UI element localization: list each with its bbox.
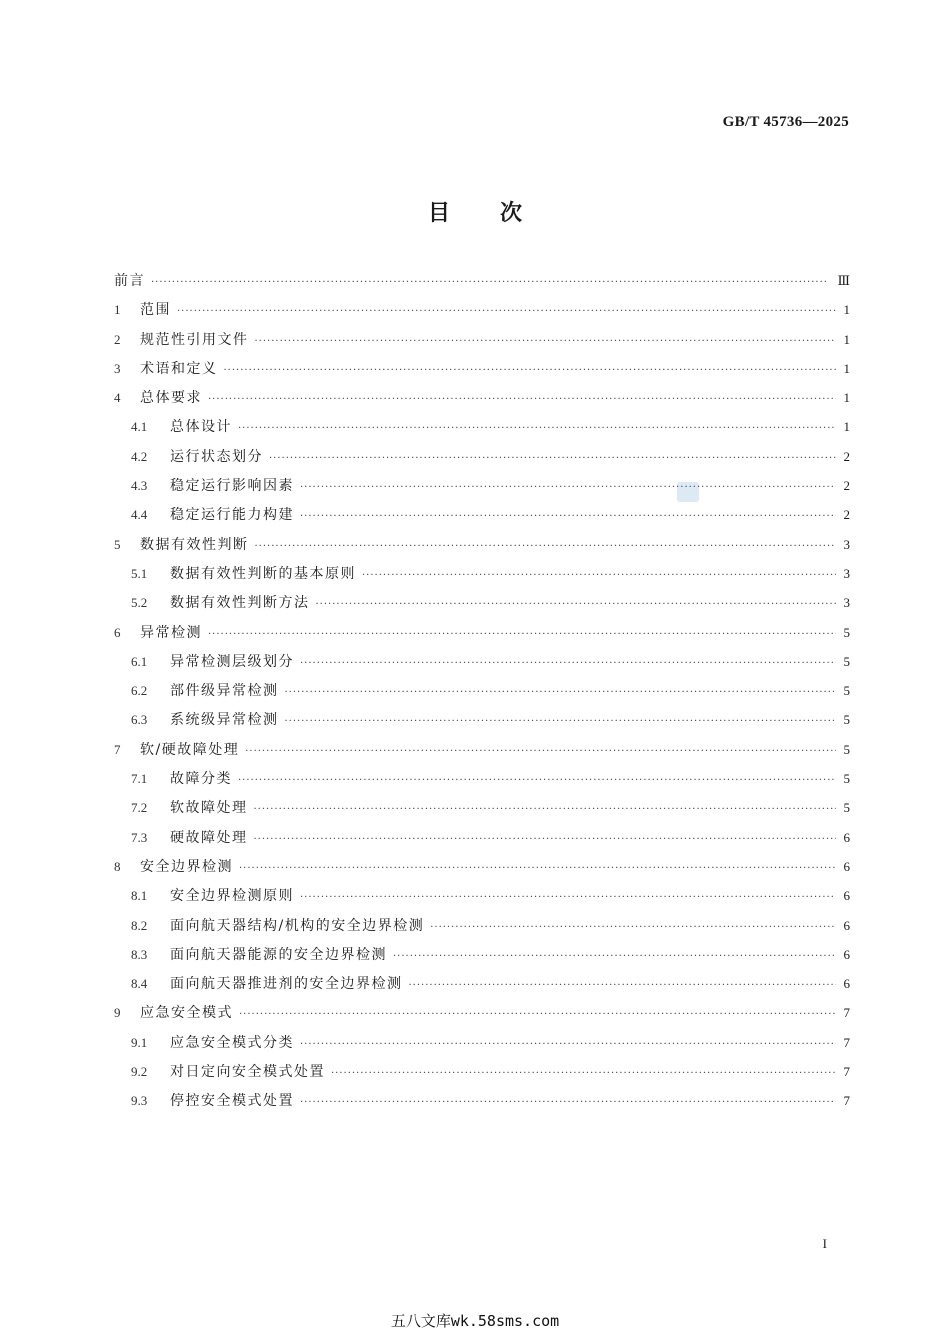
- toc-entry-label: 故障分类: [170, 771, 232, 788]
- toc-entry-number: 8.2: [131, 917, 148, 933]
- toc-entry-page: 1: [843, 419, 850, 435]
- toc-entry-page: 6: [843, 858, 850, 874]
- toc-entry[interactable]: [114, 1032, 850, 1061]
- toc-entry-number: 6.3: [131, 712, 148, 728]
- toc-entry[interactable]: [114, 299, 850, 328]
- toc-entry-page: 6: [843, 946, 850, 962]
- toc-leader-dots: [254, 834, 837, 845]
- toc-leader-dots: [362, 570, 836, 581]
- toc-entry-number: 8.4: [131, 976, 148, 992]
- toc-entry[interactable]: [114, 329, 850, 358]
- toc-entry[interactable]: [114, 1090, 850, 1119]
- toc-leader-dots: [269, 453, 836, 464]
- toc-entry-label: 范围: [140, 302, 171, 319]
- toc-leader-dots: [300, 658, 836, 669]
- toc-entry-page: 6: [843, 888, 850, 904]
- toc-entry-label: 安全边界检测: [140, 858, 233, 875]
- toc-entry-label: 应急安全模式分类: [170, 1034, 294, 1051]
- toc-entry-number: 9.2: [131, 1064, 148, 1080]
- toc-entry-label: 术语和定义: [140, 360, 218, 377]
- toc-entry[interactable]: [114, 270, 850, 299]
- toc-entry-number: 3: [114, 360, 121, 376]
- toc-entry-label: 硬故障处理: [170, 829, 248, 846]
- toc-entry-label: 安全边界检测原则: [170, 888, 294, 905]
- toc-entry-page: 5: [843, 653, 850, 669]
- toc-leader-dots: [331, 1068, 836, 1079]
- toc-entry-label: 异常检测层级划分: [170, 653, 294, 670]
- toc-entry[interactable]: [114, 651, 850, 680]
- toc-entry[interactable]: [114, 709, 850, 738]
- toc-entry-number: 8.3: [131, 946, 148, 962]
- toc-leader-dots: [255, 541, 837, 552]
- toc-leader-dots: [316, 599, 837, 610]
- toc-entry[interactable]: [114, 973, 850, 1002]
- toc-leader-dots: [300, 892, 836, 903]
- toc-entry-page: 5: [843, 800, 850, 816]
- toc-entry-label: 稳定运行能力构建: [170, 507, 294, 524]
- toc-entry-page: 3: [843, 565, 850, 581]
- toc-entry-number: 6.2: [131, 683, 148, 699]
- toc-leader-dots: [177, 306, 836, 317]
- toc-entry-number: 9.1: [131, 1034, 148, 1050]
- toc-leader-dots: [238, 423, 836, 434]
- toc-entry-label: 面向航天器结构/机构的安全边界检测: [170, 917, 425, 934]
- toc-entry[interactable]: [114, 563, 850, 592]
- toc-entry-label: 系统级异常检测: [170, 712, 279, 729]
- toc-entry[interactable]: [114, 592, 850, 621]
- toc-entry[interactable]: [114, 944, 850, 973]
- toc-entry-page: 7: [843, 1093, 850, 1109]
- toc-entry-number: 6.1: [131, 653, 148, 669]
- toc-entry-number: 7.1: [131, 771, 148, 787]
- toc-entry-number: 6: [114, 624, 121, 640]
- toc-entry-page: 6: [843, 829, 850, 845]
- toc-entry[interactable]: [114, 680, 850, 709]
- toc-entry-number: 5: [114, 536, 121, 552]
- toc-leader-dots: [224, 365, 837, 376]
- toc-leader-dots: [255, 336, 837, 347]
- toc-leader-dots: [208, 629, 836, 640]
- toc-leader-dots: [409, 980, 837, 991]
- toc-entry-label: 前言: [114, 273, 145, 289]
- toc-entry-number: 4.1: [131, 419, 148, 435]
- toc-entry-number: 8: [114, 858, 121, 874]
- toc-entry[interactable]: [114, 358, 850, 387]
- toc-entry-page: 7: [843, 1064, 850, 1080]
- toc-entry-number: 7.2: [131, 800, 148, 816]
- toc-leader-dots: [285, 687, 837, 698]
- toc-leader-dots: [151, 277, 833, 288]
- toc-entry-number: 4.3: [131, 478, 148, 494]
- toc-entry[interactable]: [114, 416, 850, 445]
- page-folio: I: [822, 1236, 827, 1251]
- toc-entry[interactable]: [114, 387, 850, 416]
- toc-leader-dots: [300, 1039, 836, 1050]
- toc-entry[interactable]: [114, 534, 850, 563]
- toc-entry-label: 应急安全模式: [140, 1005, 233, 1022]
- toc-entry[interactable]: [114, 768, 850, 797]
- toc-entry-label: 软/硬故障处理: [140, 741, 240, 758]
- toc-entry-number: 9.3: [131, 1093, 148, 1109]
- toc-entry-page: 2: [843, 448, 850, 464]
- toc-leader-dots: [239, 863, 836, 874]
- toc-entry[interactable]: [114, 1002, 850, 1031]
- toc-leader-dots: [254, 804, 837, 815]
- toc-entry-number: 7.3: [131, 829, 148, 845]
- toc-entry[interactable]: [114, 1061, 850, 1090]
- standard-code: GB/T 45736—2025: [722, 114, 849, 130]
- toc-entry[interactable]: [114, 827, 850, 856]
- toc-entry-number: 4: [114, 390, 121, 406]
- toc-entry-number: 4.2: [131, 448, 148, 464]
- toc-entry-page: Ⅲ: [837, 273, 850, 288]
- toc-leader-dots: [300, 511, 836, 522]
- toc-leader-dots: [239, 1009, 836, 1020]
- toc-entry-number: 8.1: [131, 888, 148, 904]
- toc-entry-label: 对日定向安全模式处置: [170, 1064, 325, 1081]
- table-of-contents: [114, 270, 850, 1120]
- toc-entry-page: 5: [843, 712, 850, 728]
- toc-entry-number: 2: [114, 331, 121, 347]
- toc-entry-label: 数据有效性判断方法: [170, 595, 310, 612]
- toc-entry[interactable]: [114, 739, 850, 768]
- toc-leader-dots: [393, 951, 836, 962]
- toc-entry-page: 6: [843, 976, 850, 992]
- site-watermark: 五八文库wk.58sms.com: [390, 1312, 560, 1330]
- toc-entry-label: 总体设计: [170, 419, 232, 436]
- toc-entry-number: 4.4: [131, 507, 148, 523]
- toc-entry-number: 5.2: [131, 595, 148, 611]
- toc-entry-page: 5: [843, 624, 850, 640]
- toc-leader-dots: [430, 922, 836, 933]
- toc-entry-page: 2: [843, 478, 850, 494]
- toc-entry-page: 1: [843, 331, 850, 347]
- toc-entry-number: 5.1: [131, 565, 148, 581]
- toc-leader-dots: [300, 482, 836, 493]
- toc-entry-number: 9: [114, 1005, 121, 1021]
- page-title: 目次: [427, 201, 572, 226]
- toc-entry[interactable]: [114, 856, 850, 885]
- toc-leader-dots: [245, 746, 836, 757]
- toc-entry-page: 3: [843, 536, 850, 552]
- toc-entry-label: 面向航天器能源的安全边界检测: [170, 946, 387, 963]
- toc-entry-number: 7: [114, 741, 121, 757]
- toc-entry-page: 3: [843, 595, 850, 611]
- toc-leader-dots: [285, 716, 837, 727]
- toc-entry-label: 规范性引用文件: [140, 331, 249, 348]
- toc-entry-label: 总体要求: [140, 390, 202, 407]
- toc-entry[interactable]: [114, 622, 850, 651]
- toc-entry[interactable]: [114, 475, 850, 504]
- toc-entry[interactable]: [114, 915, 850, 944]
- toc-entry[interactable]: [114, 797, 850, 826]
- toc-leader-dots: [300, 1097, 836, 1108]
- toc-entry-page: 1: [843, 302, 850, 318]
- toc-entry-label: 数据有效性判断: [140, 536, 249, 553]
- toc-entry[interactable]: [114, 446, 850, 475]
- toc-entry-number: 1: [114, 302, 121, 318]
- toc-entry-label: 稳定运行影响因素: [170, 478, 294, 495]
- toc-entry-page: 2: [843, 507, 850, 523]
- toc-entry[interactable]: [114, 885, 850, 914]
- toc-leader-dots: [238, 775, 836, 786]
- toc-entry-page: 6: [843, 917, 850, 933]
- toc-entry-page: 5: [843, 741, 850, 757]
- toc-entry-label: 运行状态划分: [170, 448, 263, 465]
- toc-entry-page: 7: [843, 1005, 850, 1021]
- toc-leader-dots: [208, 394, 836, 405]
- toc-entry-label: 异常检测: [140, 624, 202, 641]
- toc-entry-page: 5: [843, 771, 850, 787]
- toc-entry-page: 1: [843, 390, 850, 406]
- toc-entry-label: 数据有效性判断的基本原则: [170, 565, 356, 582]
- toc-entry-label: 软故障处理: [170, 800, 248, 817]
- toc-entry-page: 7: [843, 1034, 850, 1050]
- toc-entry-page: 5: [843, 683, 850, 699]
- toc-entry-label: 面向航天器推进剂的安全边界检测: [170, 976, 403, 993]
- toc-entry-label: 停控安全模式处置: [170, 1093, 294, 1110]
- toc-entry-page: 1: [843, 360, 850, 376]
- toc-entry[interactable]: [114, 504, 850, 533]
- toc-entry-label: 部件级异常检测: [170, 683, 279, 700]
